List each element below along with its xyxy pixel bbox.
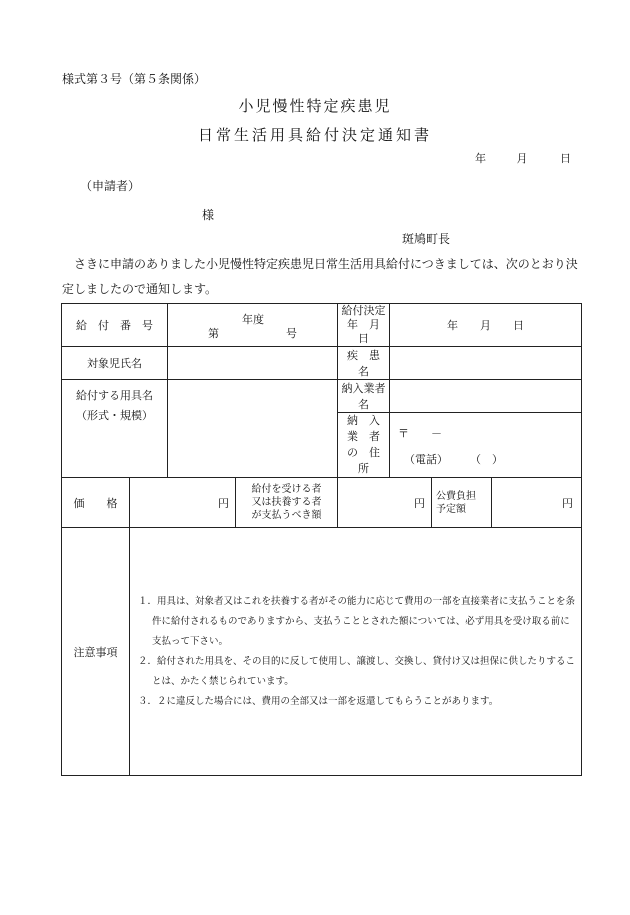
note-item-2: ２．給付された用具を、その目的に反して使用し、譲渡し、交換し、貸付け又は担保に供したりすることは、かたく禁じられています。 (138, 655, 576, 687)
vendor-name-label: 納入業者名 (338, 380, 390, 413)
notification-table (61, 303, 582, 776)
equipment-label-1: 給付する用具名 (76, 389, 153, 402)
intro-text-body: さきに申請のありました小児慢性特定疾患児日常生活用具給付につきましては、次のとおり決定しましたので通知します。 (62, 257, 578, 296)
equipment-name-label (62, 380, 168, 478)
applicant-label: （申請者） (80, 179, 141, 193)
intro-text (62, 252, 582, 302)
decision-date-label-1: 給付決定 (341, 304, 386, 317)
document-title-line1: 小児慢性特定疾患児 (238, 97, 392, 115)
note-item-3: ３．２に違反した場合には、費用の全部又は一部を返還してもらうことがあります。 (138, 695, 499, 707)
vendor-name-field[interactable] (390, 380, 582, 413)
decision-date-label (338, 304, 390, 347)
date-day: 日 (560, 152, 571, 165)
form-number: 様式第３号（第５条関係） (62, 72, 207, 86)
price-field[interactable] (130, 478, 236, 528)
payer-label-3: が支払うべき額 (251, 510, 322, 521)
benefit-number-field[interactable] (168, 304, 338, 347)
payer-amount-label (236, 478, 338, 528)
public-expense-field[interactable] (492, 478, 582, 528)
date-month: 月 (516, 152, 528, 165)
disease-name-label: 疾 患 名 (338, 347, 390, 380)
fiscal-year-label: 年度 (242, 313, 264, 326)
disease-name-field[interactable] (390, 347, 582, 380)
document-title-line2: 日常生活用具給付決定通知書 (197, 126, 432, 144)
honorific-sama: 様 (202, 208, 215, 222)
child-name-field[interactable] (168, 347, 338, 380)
vendor-phone: （電話） （ ） (404, 453, 503, 466)
issuer-name: 斑鳩町長 (402, 232, 451, 246)
payer-label-1: 給付を受ける者 (251, 484, 322, 495)
notes-list (130, 592, 581, 712)
notes-body (130, 528, 582, 776)
child-name-label: 対象児氏名 (62, 347, 168, 380)
price-label: 価 格 (62, 478, 130, 528)
vendor-address-label (338, 413, 390, 478)
note-item-1: １．用具は、対象者又はこれを扶養する者がその能力に応じて費用の一部を直接業者に支払うことを条件に給付されるものでありますから、支払うこととされた額については、必ず用具を受け取る前に支払って下さい。 (138, 595, 576, 647)
payer-label-2: 又は扶養する者 (251, 497, 322, 508)
public-yen: 円 (562, 496, 573, 510)
payer-amount-field[interactable] (338, 478, 432, 528)
price-yen: 円 (218, 496, 229, 510)
issue-date (475, 150, 571, 166)
benefit-number-label: 給 付 番 号 (62, 304, 168, 347)
public-label-2: 予定額 (436, 503, 466, 515)
notes-label: 注意事項 (62, 528, 130, 776)
vendor-address-label-2: の 住 所 (347, 446, 391, 475)
vendor-address-field[interactable] (390, 413, 582, 478)
decision-date-field[interactable]: 年 月 日 (390, 304, 582, 347)
date-year: 年 (475, 152, 486, 165)
public-label-1: 公費負担 (436, 490, 476, 502)
equipment-label-2: （形式・規模） (76, 409, 153, 422)
equipment-name-field[interactable] (168, 380, 338, 478)
dai-label: 第 (208, 327, 219, 340)
vendor-address-label-1: 納 入 業 者 (347, 414, 391, 443)
go-label: 号 (286, 327, 297, 340)
decision-date-label-2: 年 月 日 (347, 318, 391, 345)
postal-mark: 〒 － (398, 427, 442, 440)
payer-yen: 円 (414, 496, 425, 510)
public-expense-label (432, 478, 492, 528)
